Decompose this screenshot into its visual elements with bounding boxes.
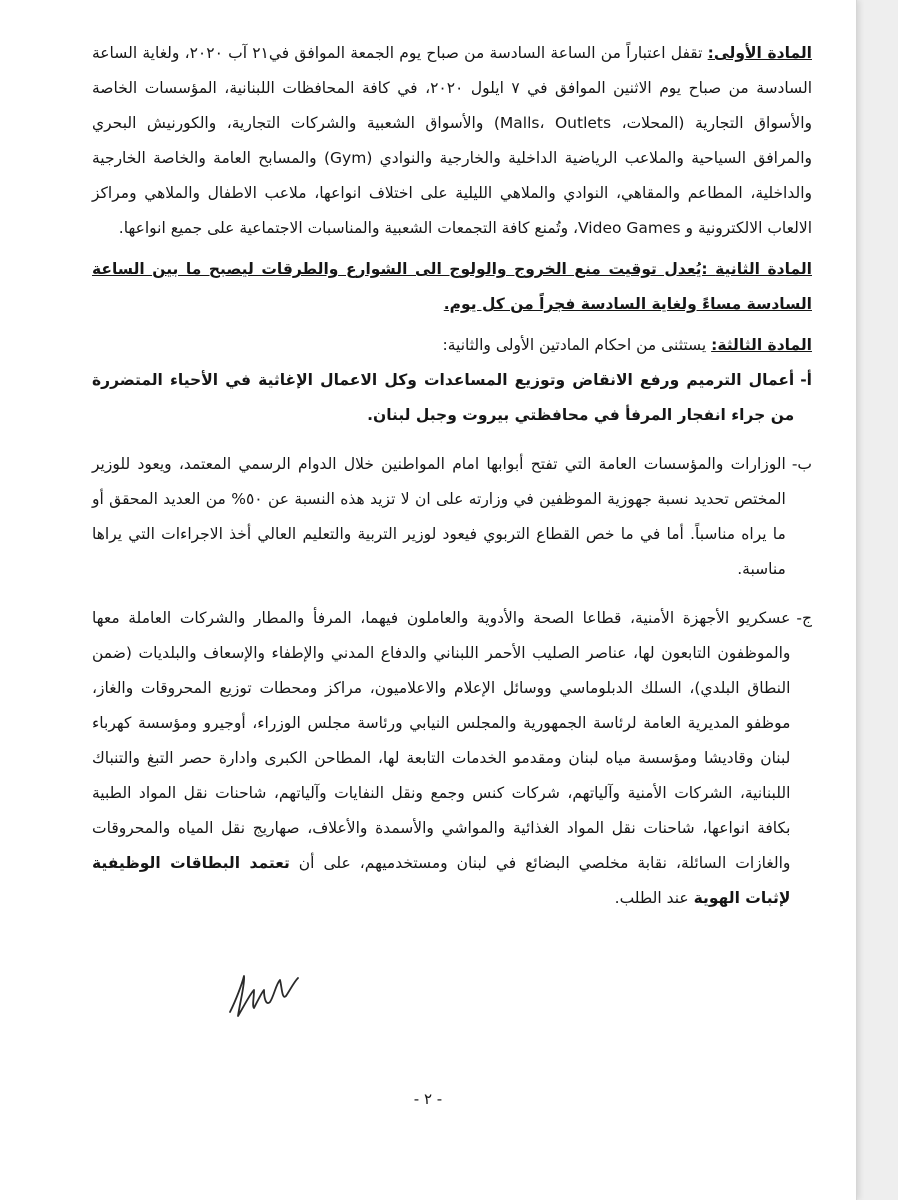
- exception-item-c: [92, 601, 812, 916]
- item-marker: ج-: [796, 609, 812, 627]
- item-c-tail: عند الطلب.: [614, 889, 694, 907]
- article-2-text: :يُعدل توقيت منع الخروج والولوج الى الشوارع والطرقات ليصبح ما بين الساعة السادسة مساءً ولغاية السادسة فجراً من كل يوم.: [92, 260, 812, 313]
- article-3-label: المادة الثالثة:: [711, 336, 812, 354]
- item-text: [92, 601, 790, 916]
- page-number: - ٢ -: [413, 1090, 443, 1108]
- item-c-text: عسكريو الأجهزة الأمنية، قطاعا الصحة والأدوية والعاملون فيهما، المرفأ والمطار والشركات العاملة معها والموظفون التابعون لها، عناصر الصليب الأحمر اللبناني والدفاع المدني والإطفاء والإسعاف والبلديات (ضمن النطاق البلدي)، السلك الدبلوماسي ووسائل الإعلام والاعلاميون، مراكز ومحطات توزيع المحروقات والغاز، موظفو المديرية العامة لرئاسة الجمهورية والمجلس النيابي ورئاسة مجلس الوزراء، أوجيرو ومؤسسة كهرباء لبنان وقاديشا ومؤسسة مياه لبنان ومقدمو الخدمات التابعة لها، المطاحن الكبرى وادارة حصر التبغ والتنباك اللبنانية، الشركات الأمنية وآلياتهم، شركات كنس وجمع ونقل النفايات وآلياتهم، شاحنات نقل المواد الطبية بكافة انواعها، شاحنات نقل المواد الغذائية والمواشي والأسمدة والأعلاف، صهاريج نقل المياه والمحروقات والغازات السائلة، نقابة مخلصي البضائع في لبنان ومستخدميهم، على أن: [92, 609, 791, 872]
- article-1-label: المادة الأولى:: [707, 44, 812, 62]
- item-marker: ب-: [791, 455, 812, 473]
- item-text: أعمال الترميم ورفع الانقاض وتوزيع المساعدات وكل الاعمال الإغاثية في الأحياء المتضررة من جراء انفجار المرفأ في محافظتي بيروت وجبل لبنان.: [92, 371, 795, 424]
- exception-item-a: [92, 363, 812, 433]
- article-2-label: المادة الثانية: [715, 260, 812, 278]
- document-body: [92, 36, 812, 916]
- article-3-text: يستثنى من احكام المادتين الأولى والثانية:: [442, 336, 712, 354]
- item-c-emphasis: تعتمد البطاقات الوظيفية لإثبات الهوية: [92, 854, 791, 907]
- article-3: [92, 328, 812, 363]
- item-text: الوزارات والمؤسسات العامة التي تفتح أبوابها امام المواطنين خلال الدوام الرسمي المعتمد، ويعود للوزير المختص تحديد نسبة جهوزية الموظفين في وزارته على ان لا تزيد هذه النسبة عن ٥٠% من العديد المحقق أو ما يراه مناسباً. أما في ما خص القطاع التربوي فيعود لوزير التربية والتعليم العالي أخذ الاجراءات التي يراها مناسبة.: [92, 455, 786, 578]
- handwritten-signature-icon: [224, 966, 304, 1022]
- article-1: [92, 36, 812, 246]
- article-2: [92, 252, 812, 322]
- item-marker: أ-: [800, 371, 812, 389]
- exception-item-b: [92, 447, 812, 587]
- article-1-text: تقفل اعتباراً من الساعة السادسة من صباح يوم الجمعة الموافق في٢١ آب ٢٠٢٠، ولغاية الساعة السادسة من صباح يوم الاثنين الموافق في ٧ ايلول ٢٠٢٠، في كافة المحافظات اللبنانية، المؤسسات الخاصة والأسواق التجارية (المحلات، Malls، Outlets) والأسواق الشعبية والشركات التجارية، والكورنيش البحري والمرافق السياحية والملاعب الرياضية الداخلية والخارجية والنوادي (Gym) والمسابح العامة والخاصة الخارجية والداخلية، المطاعم والمقاهي، النوادي والملاهي الليلية على اختلاف انواعها، ملاعب الاطفال والملاهي ومراكز الالعاب الالكترونية و Video Games، وتُمنع كافة التجمعات الشعبية والمناسبات الاجتماعية على جميع انواعها.: [92, 44, 813, 237]
